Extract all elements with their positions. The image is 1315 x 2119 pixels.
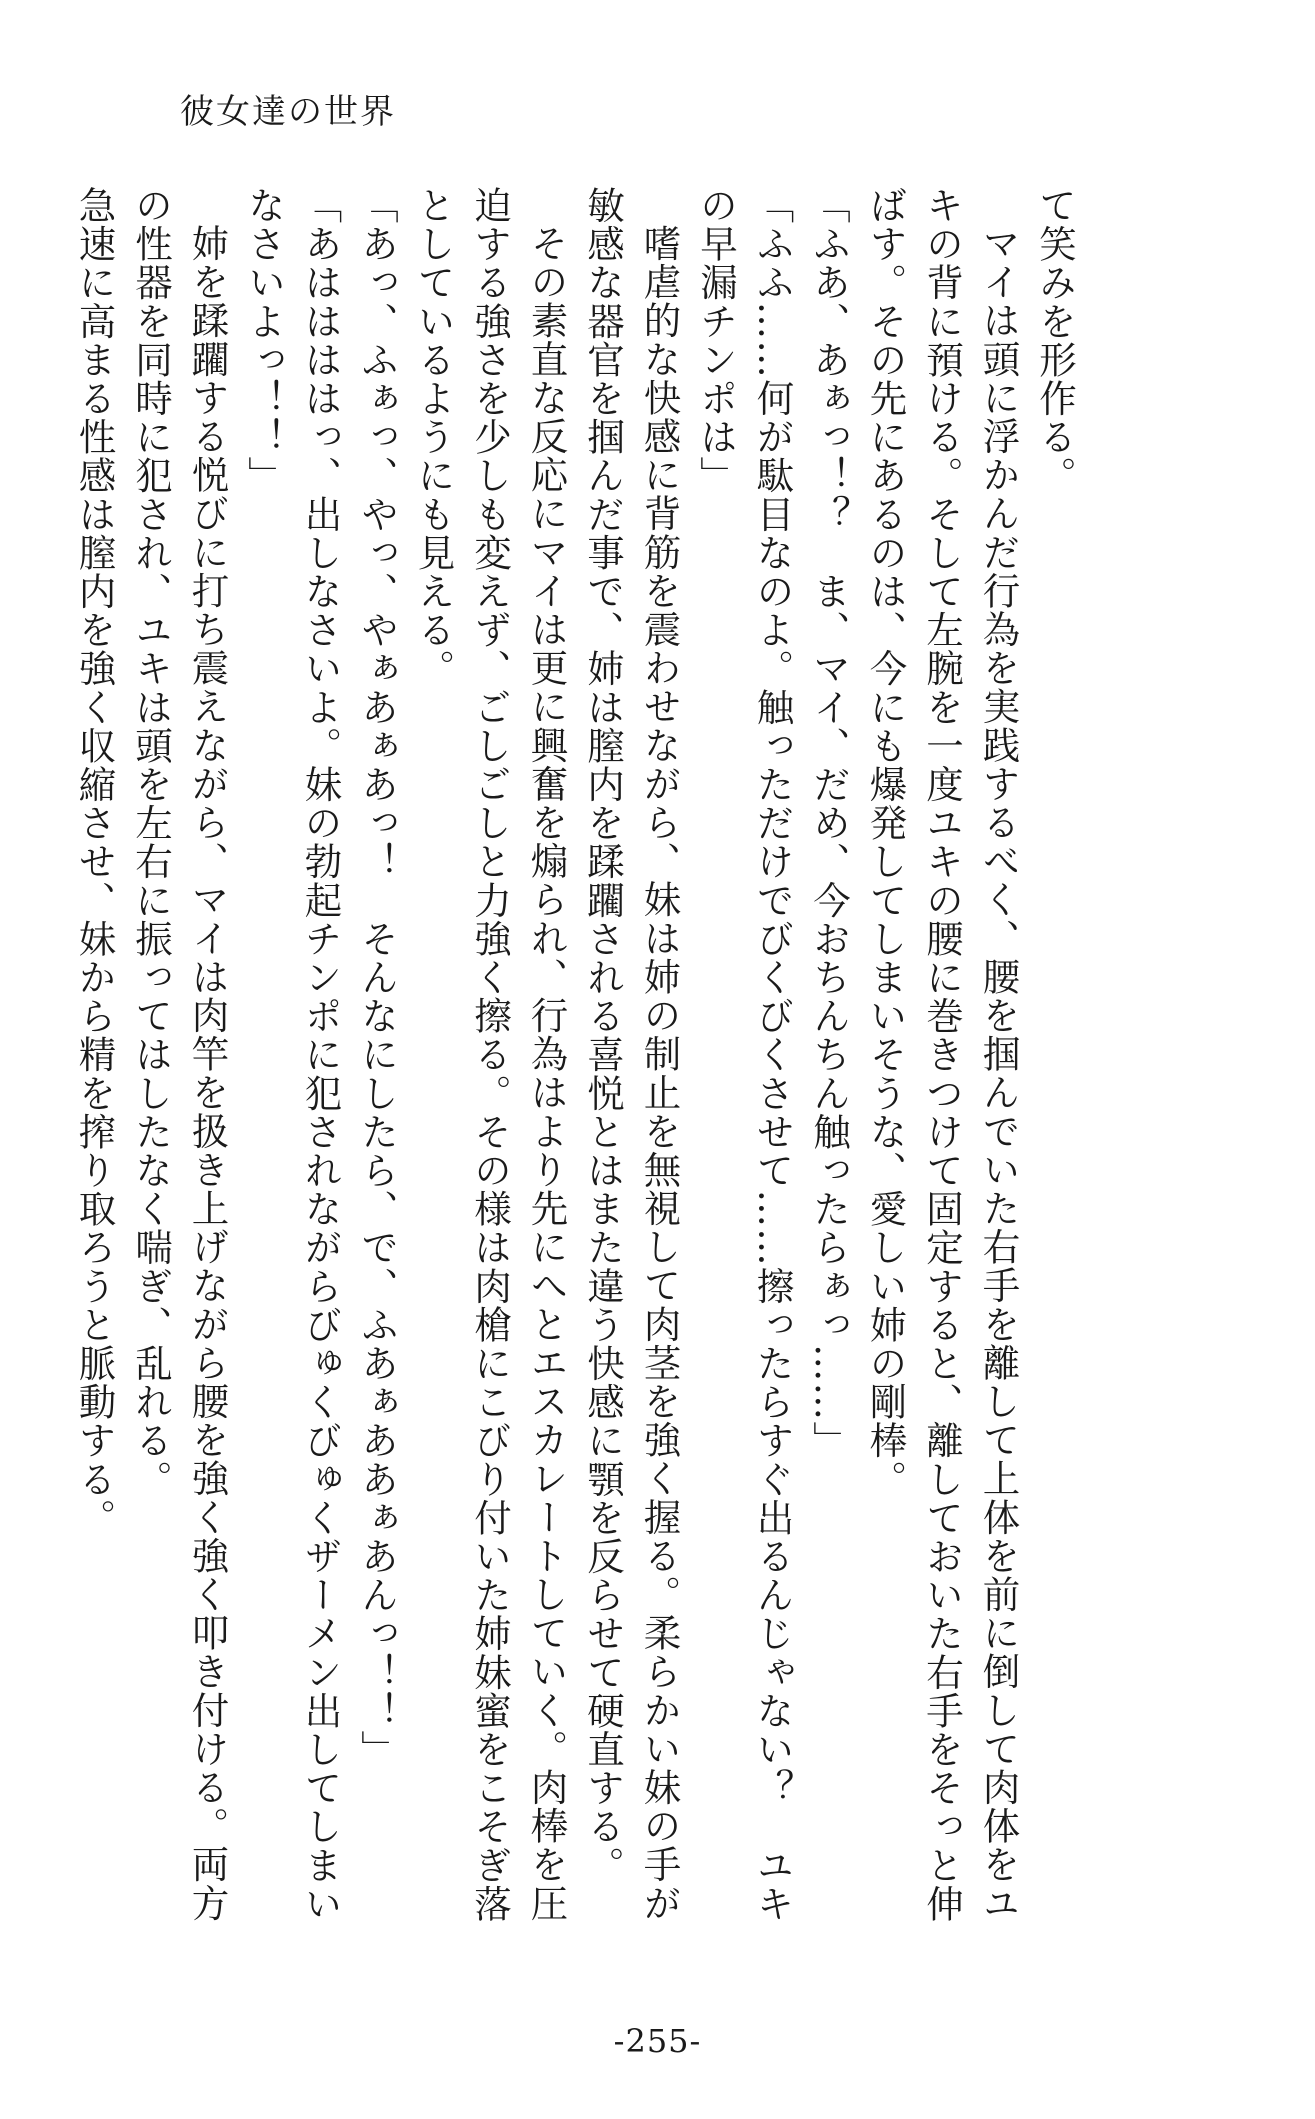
- paragraph: 「あっ、ふぁっ、やっ、やぁあぁあっ！ そんなにしたら、で、ふあぁああぁあんっ！！」: [355, 186, 399, 1769]
- paragraph: マイは頭に浮かんだ行為を実践するべく、腰を掴んでいた右手を離して上体を前に倒して肉体をユキの背に預ける。そして左腕を一度ユキの腰に巻きつけて固定すると、離しておいた右手をそっと伸ばす。その先にあるのは、今にも爆発してしまいそうな、愛しい姉の剛棒。: [863, 186, 1021, 1923]
- paragraph: 「ふあ、あぁっ！？ ま、マイ、だめ、今おちんちん触ったらぁっ……」: [807, 186, 851, 1460]
- paragraph: 嗜虐的な快感に背筋を震わせながら、妹は姉の制止を無視して肉茎を強く握る。柔らかい妹の手が敏感な器官を掴んだ事で、姉は膣内を蹂躙される喜悦とはまた違う快感に顎を反らせて硬直する。: [581, 186, 682, 1922]
- page-number: -255-: [613, 2022, 702, 2060]
- running-title: 彼女達の世界: [180, 92, 396, 132]
- paragraph: て笑みを形作る。: [1033, 186, 1077, 495]
- paragraph: その素直な反応にマイは更に興奮を煽られ、行為はより先にへとエスカレートしていく。肉棒を圧迫する強さを少しも変えず、ごしごしと力強く擦る。その様は肉槍にこびり付いた姉妹蜜をこそぎ落としているようにも見える。: [411, 186, 569, 1923]
- vertical-text-body: [72, 186, 1083, 1946]
- paragraph: 「ふふ……何が駄目なのよ。触っただけでびくびくさせて……擦ったらすぐ出るんじゃない？ ユキの早漏チンポは」: [694, 186, 795, 1923]
- paragraph: 「あははははっ、出しなさいよ。妹の勃起チンポに犯されながらびゅくびゅくザーメン出してしまいなさいよっ！！」: [242, 186, 343, 1923]
- paragraph: 急速に高まる性感は膣内を強く収縮させ、妹から精を搾り取ろうと脈動する。: [72, 186, 117, 1537]
- paragraph: 姉を蹂躙する悦びに打ち震えながら、マイは肉竿を扱き上げながら腰を強く強く叩き付ける。両方の性器を同時に犯され、ユキは頭を左右に振ってはしたなく喘ぎ、乱れる。: [129, 186, 230, 1922]
